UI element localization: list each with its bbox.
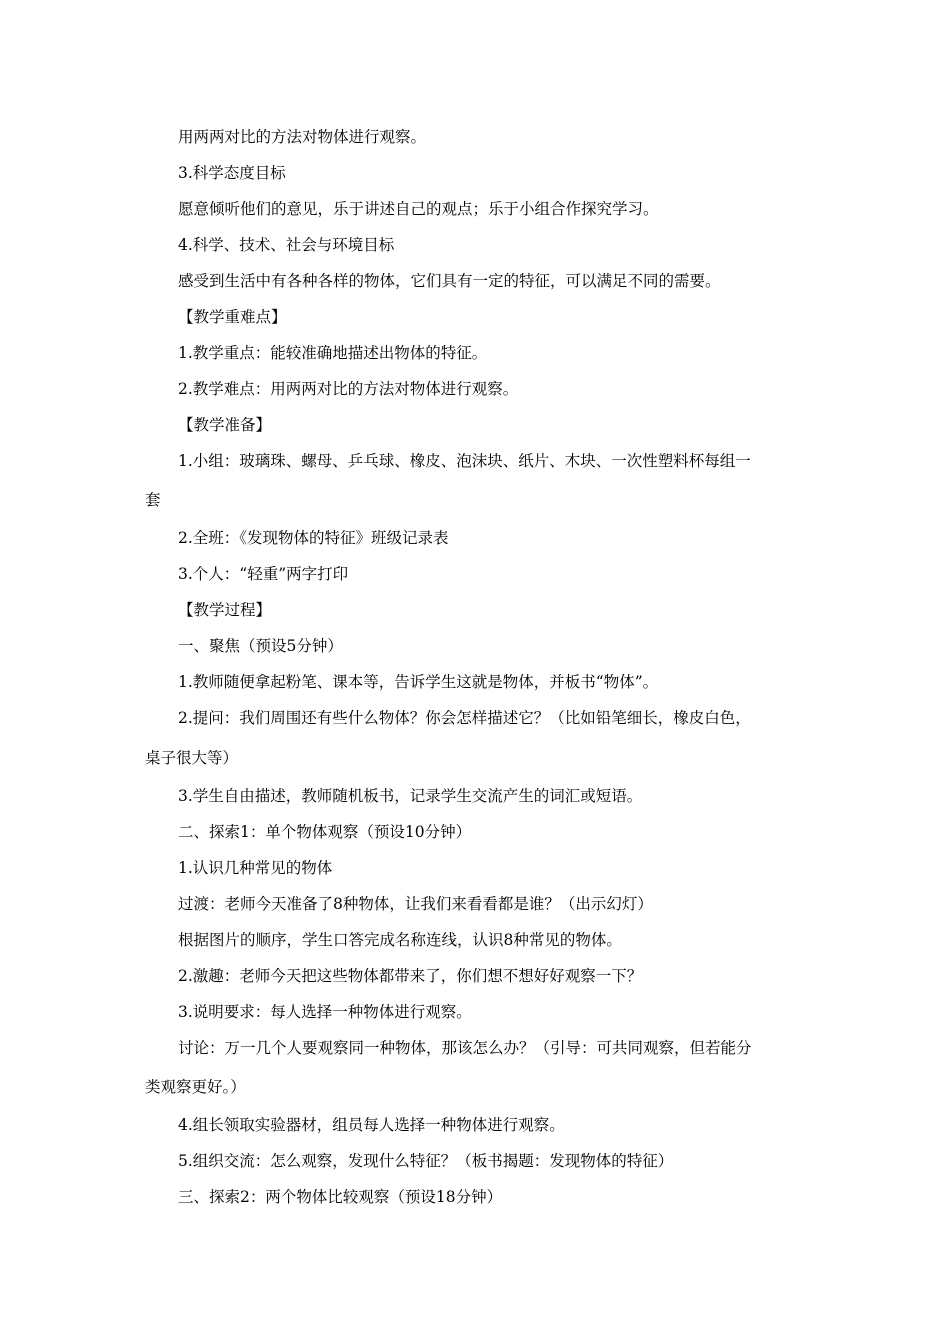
section-heading: 【教学过程】 [178, 601, 272, 619]
section-heading: 【教学重难点】 [178, 308, 287, 326]
text-line: 3.个人：“轻重”两字打印 [178, 565, 349, 583]
text-line: 过渡：老师今天准备了8种物体，让我们来看看都是谁？（出示幻灯） [178, 895, 653, 913]
text-line: 感受到生活中有各种各样的物体，它们具有一定的特征，可以满足不同的需要。 [178, 272, 721, 290]
text-line: 一、聚焦（预设5分钟） [178, 637, 343, 655]
text-line: 二、探索1：单个物体观察（预设10分钟） [178, 823, 472, 841]
section-heading: 【教学准备】 [178, 416, 272, 434]
section-heading: 4.科学、技术、社会与环境目标 [178, 236, 395, 254]
text-line: 2.教学难点：用两两对比的方法对物体进行观察。 [178, 380, 519, 398]
text-line: 2.提问：我们周围还有些什么物体？你会怎样描述它？（比如铅笔细长，橡皮白色， [178, 709, 751, 727]
section-heading: 3.科学态度目标 [178, 164, 286, 182]
text-line: 愿意倾听他们的意见，乐于讲述自己的观点；乐于小组合作探究学习。 [178, 200, 659, 218]
text-line: 三、探索2：两个物体比较观察（预设18分钟） [178, 1188, 503, 1206]
text-line: 类观察更好。） [145, 1078, 246, 1096]
text-line: 套 [145, 491, 161, 509]
text-line: 1.教学重点：能较准确地描述出物体的特征。 [178, 344, 488, 362]
text-line: 2.激趣：老师今天把这些物体都带来了，你们想不想好好观察一下？ [178, 967, 643, 985]
text-line: 1.小组：玻璃珠、螺母、乒乓球、橡皮、泡沫块、纸片、木块、一次性塑料杯每组一 [178, 452, 751, 470]
text-line: 讨论：万一几个人要观察同一种物体，那该怎么办？（引导：可共同观察，但若能分 [178, 1039, 752, 1057]
text-line: 2.全班：《发现物体的特征》班级记录表 [178, 529, 449, 547]
text-line: 4.组长领取实验器材，组员每人选择一种物体进行观察。 [178, 1116, 565, 1134]
text-line: 3.说明要求：每人选择一种物体进行观察。 [178, 1003, 472, 1021]
text-line: 桌子很大等） [145, 749, 239, 767]
text-line: 用两两对比的方法对物体进行观察。 [178, 128, 427, 146]
text-line: 3.学生自由描述，教师随机板书，记录学生交流产生的词汇或短语。 [178, 787, 643, 805]
text-line: 5.组织交流：怎么观察，发现什么特征？（板书揭题：发现物体的特征） [178, 1152, 674, 1170]
text-line: 根据图片的顺序，学生口答完成名称连线，认识8种常见的物体。 [178, 931, 622, 949]
text-line: 1.教师随便拿起粉笔、课本等，告诉学生这就是物体，并板书“物体”。 [178, 673, 659, 691]
text-line: 1.认识几种常见的物体 [178, 859, 333, 877]
